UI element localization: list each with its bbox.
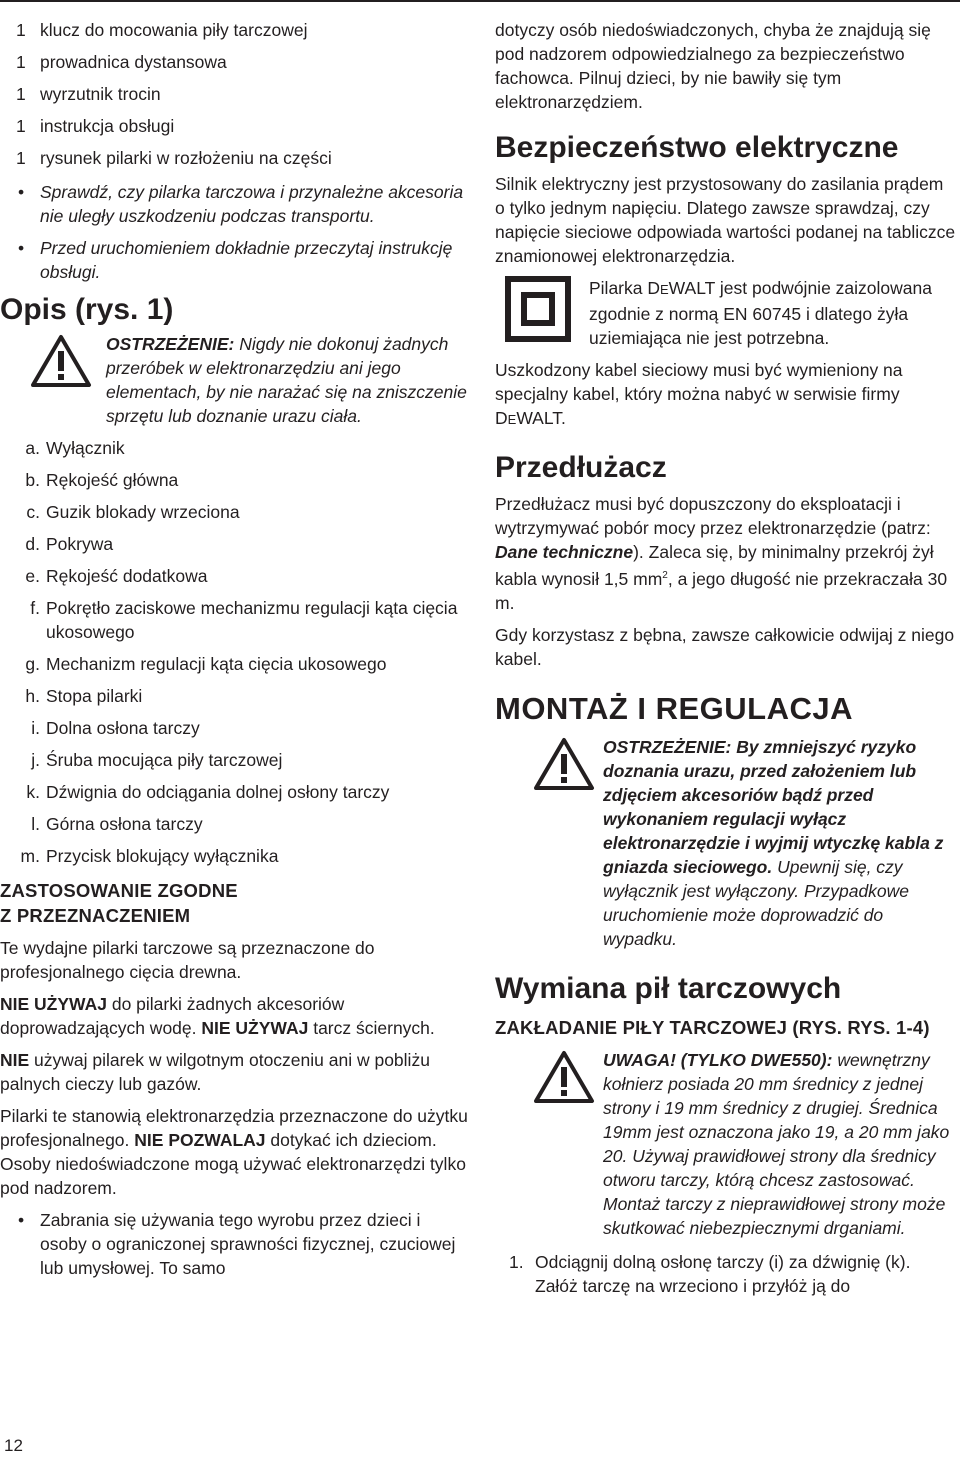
parts-list (0, 436, 470, 868)
list-item: b. Rękojeść główna (25, 470, 179, 490)
intended-use-body: Te wydajne pilarki tarczowe są przeznaczone do profesjonalnego cięcia drewna. NIE UŻYWAJ do pilarki żadnych akcesoriów doprowadzających wodę. NIE UŻYWAJ tarcz ściernych. NIE używaj pilarek w wilgotnym otoczeniu ani w pobliżu palnych cieczy lub gazów. Pilarki te stanowią elektronarzędzia przeznaczone do użytku profesjonalnego. NIE POZWALAJ dotykać ich dzieciom. Osoby niedoświadczone mogą używać elektronarzędzi tylko pod nadzorem. (0, 936, 470, 1200)
list-item: • Przed uruchomieniem dokładnie przeczytaj instrukcję obsługi. (18, 238, 453, 282)
bullet-icon: • (18, 182, 25, 202)
caution-block (533, 1050, 957, 1240)
list-item: m. Przycisk blokujący wyłącznika (20, 846, 279, 866)
paragraph: Uszkodzony kabel sieciowy musi być wymieniony na specjalny kabel, który można nabyć w serwisie firmy DEWALT. (495, 360, 903, 428)
list-item: h. Stopa pilarki (25, 686, 143, 706)
list-item: 1 klucz do mocowania piły tarczowej (16, 20, 308, 40)
list-item: d. Pokrywa (25, 534, 114, 554)
paragraph: Pilarki te stanowią elektronarzędzia przeznaczone do użytku profesjonalnego. NIE POZWALAJ dotykać ich dzieciom. Osoby niedoświadczone mogą używać elektronarzędzi tylko pod nadzorem. (0, 1106, 468, 1198)
double-insulation-text: Pilarka DEWALT jest podwójnie zaizolowana zgodnie z normą EN 60745 i dlatego żyła uziemiająca nie jest potrzebna. (589, 278, 932, 348)
warning-icon (533, 737, 595, 791)
bullet-icon: • (18, 238, 25, 258)
intended-use-heading: ZASTOSOWANIE ZGODNE Z PRZEZNACZENIEM (0, 880, 238, 926)
left-column (0, 18, 470, 1288)
list-item: i. Dolna osłona tarczy (31, 718, 200, 738)
assembly-heading: MONTAŻ I REGULACJA (495, 690, 854, 726)
list-item: k. Dźwignia do odciągania dolnej osłony tarczy (26, 782, 390, 802)
list-item: 1 wyrzutnik trocin (16, 84, 161, 104)
paragraph: NIE używaj pilarek w wilgotnym otoczeniu ani w pobliżu palnych cieczy lub gazów. (0, 1050, 430, 1094)
list-item: • Zabrania się używania tego wyrobu przez dzieci i osoby o ograniczonej sprawności fizycznej, czuciowej lub umysłowej. To samo (18, 1210, 456, 1278)
warning-text: OSTRZEŻENIE: Nigdy nie dokonuj żadnych przeróbek w elektronarzędziu ani jego elementach, by nie narażać się na zniszczenie sprzętu lub doznanie urazu ciała. (106, 334, 467, 426)
list-item: j. Śruba mocująca piły tarczowej (31, 750, 283, 770)
list-item: 1 prowadnica dystansowa (16, 52, 227, 72)
list-item: a. Wyłącznik (25, 438, 125, 458)
double-insulation-block (505, 276, 957, 350)
blade-install-subheading: ZAKŁADANIE PIŁY TARCZOWEJ (RYS. RYS. 1-4) (495, 1016, 930, 1038)
warning-icon (533, 1050, 595, 1104)
top-rule (0, 0, 960, 2)
page-number: 12 (4, 1436, 23, 1455)
description-heading: Opis (rys. 1) (0, 293, 174, 326)
use-bullets (0, 1208, 470, 1280)
list-item: l. Górna osłona tarczy (31, 814, 203, 834)
paragraph: Przedłużacz musi być dopuszczony do eksploatacji i wytrzymywać pobór mocy przez elektronarzędzie (patrz: Dane techniczne). Zaleca się, by minimalny przekrój żył kabla wynosił 1,5 $mm^2$, a jego długość nie przekraczała 30 m. (495, 494, 948, 613)
step-1: 1. Odciągnij dolną osłonę tarczy (i) za dźwignię (k). Załóż tarczę na wrzeciono i przyłóż ją do (509, 1251, 911, 1296)
package-contents (0, 18, 470, 170)
list-item: • Sprawdź, czy pilarka tarczowa i przynależne akcesoria nie uległy uszkodzeniu podczas transportu. (18, 182, 464, 226)
list-item: 1 rysunek pilarki w rozłożeniu na części (16, 148, 332, 168)
double-insulation-icon (505, 276, 571, 342)
list-item: c. Guzik blokady wrzeciona (26, 502, 240, 522)
warning-block (0, 334, 470, 428)
assembly-warning-block (533, 737, 957, 951)
electrical-safety-heading: Bezpieczeństwo elektryczne (495, 131, 899, 164)
warning-icon (30, 334, 92, 388)
list-item: 1 instrukcja obsługi (16, 116, 175, 136)
list-item: e. Rękojeść dodatkowa (25, 566, 208, 586)
list-item: f. Pokrętło zaciskowe mechanizmu regulacji kąta cięcia ukosowego (30, 598, 458, 642)
caution-text: UWAGA! (TYLKO DWE550): wewnętrzny kołnierz posiada 20 mm średnicy z jednej strony i 19 mm średnicy z drugiej. Średnica 19mm jest oznaczona jako 19, a 20 mm jako 20. Używaj prawidłowej strony dla średnicy otworu tarczy, którą chcesz zastosować. Montaż tarczy z nieprawidłowej strony może skutkować niebezpiecznymi drganiami. (603, 1049, 950, 1238)
check-bullets (0, 180, 470, 284)
blade-replacement-heading: Wymiana pił tarczowych (495, 971, 842, 1005)
list-item: g. Mechanizm regulacji kąta cięcia ukosowego (25, 654, 387, 674)
paragraph: NIE UŻYWAJ do pilarki żadnych akcesoriów doprowadzających wodę. NIE UŻYWAJ tarcz ściernych. (0, 994, 435, 1038)
extension-cord-heading: Przedłużacz (495, 451, 667, 484)
right-column: dotyczy osób niedoświadczonych, chyba że znajdują się pod nadzorem odpowiedzialnego za bezpieczeństwo fachowca. Pilnuj dzieci, by nie bawiły się tym elektronarzędziem. Bezpieczeństwo elektryczne Silnik elektryczny jest przystosowany do zasilania prądem o tylko jednym napięciu. Dlatego zawsze sprawdzaj, czy napięcie sieciowe odpowiada wartości podanej na tabliczce znamionowej elektronarzędzia. Pilarka DEWALT jest podwójnie zaizolowana zgodnie z normą EN 60745 i dlatego żyła uziemiająca nie jest potrzebna. Uszkodzony kabel sieciowy musi być wymieniony na specjalny kabel, który można nabyć w serwisie firmy DEWALT. Przedłużacz Przedłużacz musi być dopuszczony do eksploatacji i wytrzymywać pobór mocy przez elektronarzędzie (patrz: Dane techniczne). Zaleca się, by minimalny przekrój żył kabla wynosił 1,5 $mm^2$, a jego długość nie przekraczała 30 m. Gdy korzystasz z bębna, zawsze całkowicie odwijaj z niego kabel. MONTAŻ I REGULACJA OSTRZEŻENIE: By zmniejszyć ryzyko doznania urazu, przed założeniem lub zdjęciem akcesoriów bądź przed wykonaniem regulacji wyłącz elektronarzędzie i wyjmij wtyczkę kabla z gniazda sieciowego. Upewnij się, czy wyłącznik jest wyłączony. Przypadkowe uruchomienie może doprowadzić do wypadku. Wymiana pił tarczowych ZAKŁADANIE PIŁY TARCZOWEJ (RYS. RYS. 1-4) UWAGA! (TYLKO DWE550): wewnętrzny kołnierz posiada 20 mm średnicy z jednej strony i 19 mm średnicy z drugiej. Średnica 19mm jest oznaczona jako 19, a 20 mm jako 20. Używaj prawidłowej strony dla średnicy otworu tarczy, którą chcesz zastosować. Montaż tarczy z nieprawidłowej strony może skutkować niebezpiecznymi drganiami. 1. Odciągnij dolną osłonę tarczy (i) za dźwignię (k). Załóż tarczę na wrzeciono i przyłóż ją do (495, 20, 956, 1296)
bullet-icon: • (18, 1210, 25, 1230)
assembly-warning-text: OSTRZEŻENIE: By zmniejszyć ryzyko doznania urazu, przed założeniem lub zdjęciem akcesoriów bądź przed wykonaniem regulacji wyłącz elektronarzędzie i wyjmij wtyczkę kabla z gniazda sieciowego. Upewnij się, czy wyłącznik jest wyłączony. Przypadkowe uruchomienie może doprowadzić do wypadku. (603, 736, 944, 949)
